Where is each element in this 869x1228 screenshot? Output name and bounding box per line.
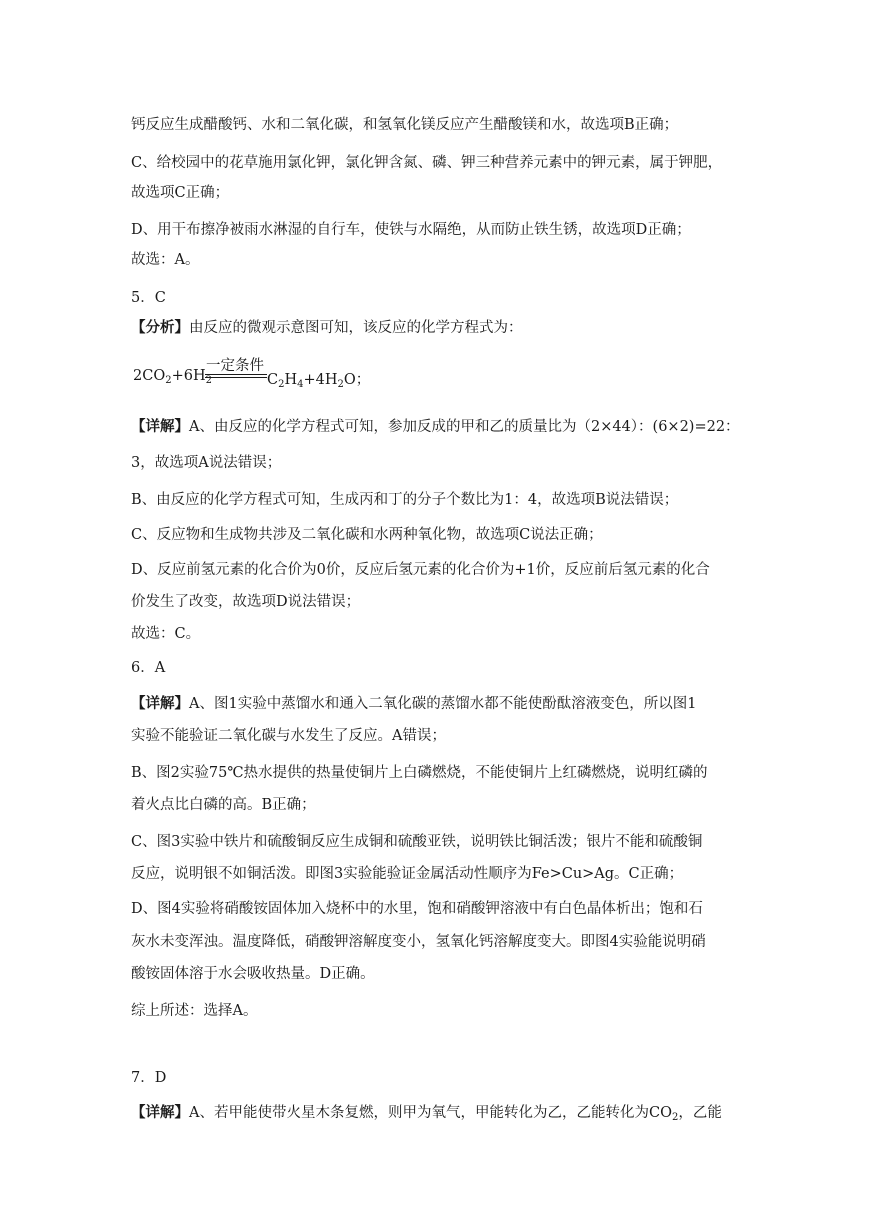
detail-line: 【详解】A、图1实验中蒸馏水和通入二氧化碳的蒸馏水都不能使酚酞溶液变色，所以图1	[131, 695, 697, 712]
text-line: 3，故选项A说法错误；	[131, 455, 282, 471]
text-line: 综上所述：选择A。	[131, 1003, 258, 1019]
equation-double-bar-bottom	[205, 377, 267, 378]
answer-number-7: 7．D	[131, 1070, 167, 1086]
text-line: 价发生了改变，故选项D说法错误；	[131, 594, 361, 610]
text-line: 着火点比白磷的高。B正确；	[131, 797, 316, 813]
text-line: D、图4实验将硝酸铵固体加入烧杯中的水里，饱和硝酸钾溶液中有白色晶体析出；饱和石	[131, 901, 703, 917]
equation-products: $C_2H_4+4H_2O$；	[267, 372, 371, 390]
text-line: C、给校园中的花草施用氯化钾，氯化钾含氮、磷、钾三种营养元素中的钾元素，属于钾肥，	[131, 155, 723, 171]
text-line: B、由反应的化学方程式可知，生成丙和丁的分子个数比为1：4，故选项B说法错误；	[131, 492, 679, 508]
answer-number-5: 5．C	[131, 290, 166, 306]
text-line: C、反应物和生成物共涉及二氧化碳和水两种氧化物，故选项C说法正确；	[131, 527, 603, 543]
detail-label: 【详解】	[131, 1104, 189, 1121]
detail-line: 【详解】A、若甲能使带火星木条复燃，则甲为氧气，甲能转化为乙，乙能转化为$CO_2$，乙能	[131, 1104, 722, 1123]
equation-reactants: $2CO_2+6H_2$	[133, 368, 212, 386]
text-line: B、图2实验75℃热水提供的热量使铜片上白磷燃烧，不能使铜片上红磷燃烧，说明红磷的	[131, 765, 708, 781]
detail-label: 【详解】	[131, 695, 189, 712]
chemical-equation	[133, 354, 393, 398]
text-line: 实验不能验证二氧化碳与水发生了反应。A错误；	[131, 728, 446, 744]
equation-double-bar-top	[205, 374, 267, 375]
text-line: 故选：C。	[131, 626, 201, 642]
text-line: 故选项C正确；	[131, 185, 230, 201]
text-line: 酸铵固体溶于水会吸收热量。D正确。	[131, 966, 375, 982]
text-line: C、图3实验中铁片和硫酸铜反应生成铜和硫酸亚铁，说明铁比铜活泼；银片不能和硫酸铜	[131, 834, 703, 850]
text-line: 钙反应生成醋酸钙、水和二氧化碳，和氢氧化镁反应产生醋酸镁和水，故选项B正确；	[131, 117, 679, 133]
reaction-condition: 一定条件	[206, 358, 264, 374]
analysis-text: 由反应的微观示意图可知，该反应的化学方程式为：	[189, 320, 523, 336]
text-line: D、用干布擦净被雨水淋湿的自行车，使铁与水隔绝，从而防止铁生锈，故选项D正确；	[131, 222, 691, 238]
detail-label: 【详解】	[131, 418, 189, 435]
analysis-label: 【分析】	[131, 319, 189, 336]
answer-number-6: 6．A	[131, 660, 166, 676]
text-line: D、反应前氢元素的化合价为0价，反应后氢元素的化合价为+1价，反应前后氢元素的化合	[131, 562, 710, 578]
analysis-line	[131, 318, 523, 338]
text-line: 故选：A。	[131, 252, 200, 268]
text-line: 反应，说明银不如铜活泼。即图3实验能验证金属活动性顺序为Fe>Cu>Ag。C正确；	[131, 866, 684, 882]
detail-line: 【详解】A、由反应的化学方程式可知，参加反成的甲和乙的质量比为（2×44）：(6×2)=22：	[131, 418, 740, 435]
text-line: 灰水未变浑浊。温度降低，硝酸钾溶解度变小，氢氧化钙溶解度变大。即图4实验能说明硝	[131, 934, 706, 950]
